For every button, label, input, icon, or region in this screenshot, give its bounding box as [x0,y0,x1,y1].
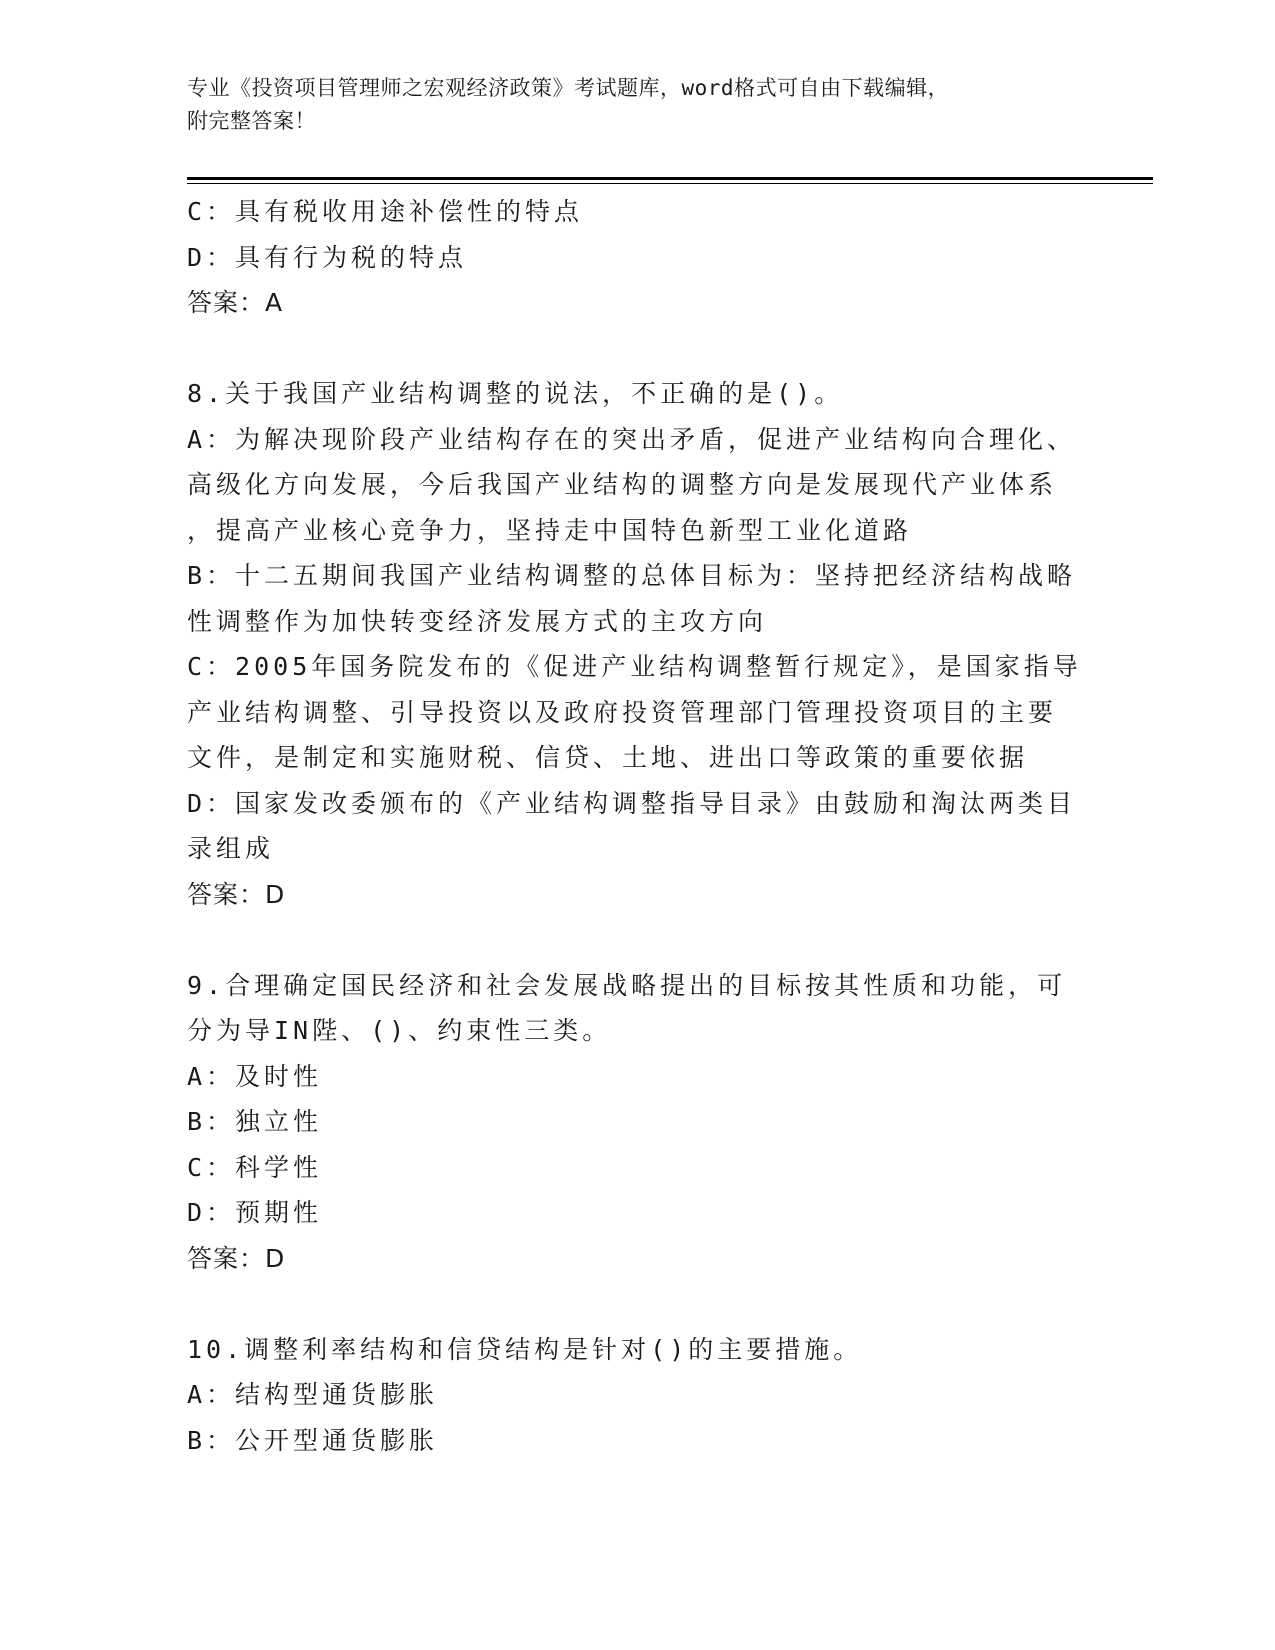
text-line: 9.合理确定国民经济和社会发展战略提出的目标按其性质和功能，可 [187,970,1067,1000]
text-line: 8.关于我国产业结构调整的说法，不正确的是()。 [187,379,844,408]
text-line: D：预期性 [187,1198,323,1227]
header-line-2: 附完整答案！ [187,109,316,133]
paragraph-gap [187,917,1087,963]
text-line: A：为解决现阶段产业结构存在的突出矛盾，促进产业结构向合理化、 [187,424,1077,454]
text-line: B：公开型通货膨胀 [187,1425,439,1455]
text-line: B：十二五期间我国产业结构调整的总体目标为：坚持把经济结构战略 [187,561,1077,590]
text-line: D：国家发改委颁布的《产业结构调整指导目录》由鼓励和淘汰两类目 [187,788,1077,818]
text-line: 文件，是制定和实施财税、信贷、土地、进出口等政策的重要依据 [187,743,1029,772]
paragraph-gap [187,1281,1087,1327]
text-line: B：独立性 [187,1107,323,1136]
paragraph-gap [187,326,1087,372]
answer-line: 答案：A [187,288,284,317]
text-line: C：科学性 [187,1152,323,1182]
text-line: A：结构型通货膨胀 [187,1380,439,1409]
text-line: 产业结构调整、引导投资以及政府投资管理部门管理投资项目的主要 [187,697,1058,727]
text-line: 性调整作为加快转变经济发展方式的主攻方向 [187,606,768,636]
answer-line: 答案：D [187,1243,286,1273]
text-line: C：具有税收用途补偿性的特点 [187,197,584,226]
text-line: 录组成 [187,834,275,863]
document-body [187,189,1087,1463]
text-line: 高级化方向发展，今后我国产业结构的调整方向是发展现代产业体系 [187,470,1058,499]
text-line: 10.调整利率结构和信贷结构是针对()的主要措施。 [187,1334,863,1364]
answer-line: 答案：D [187,879,286,909]
text-line: A：及时性 [187,1061,323,1091]
text-line: 分为导IN陛、()、约束性三类。 [187,1016,612,1045]
text-line: C：2005年国务院发布的《促进产业结构调整暂行规定》，是国家指导 [187,652,1082,681]
document-header [187,72,1087,138]
header-line-1: 专业《投资项目管理师之宏观经济政策》考试题库，word格式可自由下载编辑， [187,76,950,100]
header-divider-thin [187,183,1153,184]
text-line: ，提高产业核心竞争力，坚持走中国特色新型工业化道路 [187,515,913,545]
text-line: D：具有行为税的特点 [187,242,468,272]
header-divider-thick [187,177,1153,180]
